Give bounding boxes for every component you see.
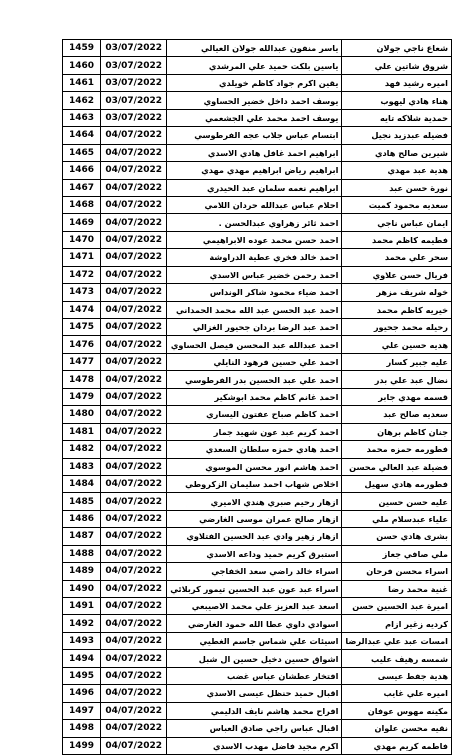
mother-name-cell: سعديه صالح عبد bbox=[342, 406, 452, 423]
mother-name-cell: عليه حسن حسين bbox=[342, 493, 452, 510]
table-row bbox=[63, 720, 452, 737]
date-cell: 04/07/2022 bbox=[101, 458, 167, 475]
full-name-cell: احمد عبدالله عبد المحسن فيصل الحساوي bbox=[167, 336, 342, 353]
row-number-cell: 1488 bbox=[63, 545, 101, 562]
table-row bbox=[63, 284, 452, 301]
row-number-cell: 1462 bbox=[63, 92, 101, 109]
date-cell: 04/07/2022 bbox=[101, 737, 167, 754]
table-row bbox=[63, 109, 452, 126]
full-name-cell: احمد كاظم صباح عفتون اليساري bbox=[167, 406, 342, 423]
row-number-cell: 1470 bbox=[63, 231, 101, 248]
mother-name-cell: كرديه زغير ازام bbox=[342, 615, 452, 632]
mother-name-cell: هدية جفط عيسى bbox=[342, 667, 452, 684]
date-cell: 04/07/2022 bbox=[101, 353, 167, 370]
row-number-cell: 1477 bbox=[63, 353, 101, 370]
records-table-body bbox=[63, 40, 452, 755]
date-cell: 04/07/2022 bbox=[101, 510, 167, 527]
mother-name-cell: فاطمه كريم مهدي bbox=[342, 737, 452, 754]
row-number-cell: 1489 bbox=[63, 563, 101, 580]
full-name-cell: احمد رحمن خضير عباس الاسدي bbox=[167, 266, 342, 283]
mother-name-cell: نقيه محسن علوان bbox=[342, 720, 452, 737]
table-row bbox=[63, 667, 452, 684]
full-name-cell: افراح محمد هاشم نايف الدليمي bbox=[167, 702, 342, 719]
mother-name-cell: هناء هادي ليهوب bbox=[342, 92, 452, 109]
date-cell: 04/07/2022 bbox=[101, 249, 167, 266]
full-name-cell: ازهار رحيم صبري هندي الاميري bbox=[167, 493, 342, 510]
date-cell: 04/07/2022 bbox=[101, 284, 167, 301]
table-row bbox=[63, 545, 452, 562]
table-row bbox=[63, 336, 452, 353]
mother-name-cell: خوله شريف مزهر bbox=[342, 284, 452, 301]
full-name-cell: يقين اكرم جواد كاظم خويلدي bbox=[167, 74, 342, 91]
table-row bbox=[63, 214, 452, 231]
date-cell: 03/07/2022 bbox=[101, 57, 167, 74]
mother-name-cell: مكينه مهوس عوفان bbox=[342, 702, 452, 719]
mother-name-cell: هديه حسين علي bbox=[342, 336, 452, 353]
full-name-cell: ازهار زهير وادي عبد الحسين الفتلاوي bbox=[167, 528, 342, 545]
table-row bbox=[63, 371, 452, 388]
mother-name-cell: جنان كاظم برهان bbox=[342, 423, 452, 440]
table-row bbox=[63, 615, 452, 632]
full-name-cell: ازهار صالح عمران موسى الغارضي bbox=[167, 510, 342, 527]
row-number-cell: 1487 bbox=[63, 528, 101, 545]
table-row bbox=[63, 475, 452, 492]
date-cell: 04/07/2022 bbox=[101, 336, 167, 353]
mother-name-cell: غنية محمد رضا bbox=[342, 580, 452, 597]
mother-name-cell: فضيلة عبد العالي محسن bbox=[342, 458, 452, 475]
table-row bbox=[63, 650, 452, 667]
table-row bbox=[63, 179, 452, 196]
row-number-cell: 1467 bbox=[63, 179, 101, 196]
full-name-cell: ياسر منفون عبدالله جولان العيالي bbox=[167, 40, 342, 57]
table-row bbox=[63, 127, 452, 144]
row-number-cell: 1479 bbox=[63, 388, 101, 405]
date-cell: 04/07/2022 bbox=[101, 667, 167, 684]
row-number-cell: 1471 bbox=[63, 249, 101, 266]
date-cell: 03/07/2022 bbox=[101, 74, 167, 91]
mother-name-cell: رحيله محمد جحيور bbox=[342, 319, 452, 336]
date-cell: 04/07/2022 bbox=[101, 720, 167, 737]
table-row bbox=[63, 196, 452, 213]
mother-name-cell: خيريه كاظم محمد bbox=[342, 301, 452, 318]
date-cell: 04/07/2022 bbox=[101, 406, 167, 423]
row-number-cell: 1478 bbox=[63, 371, 101, 388]
table-row bbox=[63, 388, 452, 405]
date-cell: 04/07/2022 bbox=[101, 371, 167, 388]
mother-name-cell: شعاع ناجي جولان bbox=[342, 40, 452, 57]
full-name-cell: اسراء عبد عون عبد الحسين تيمور كربلائي bbox=[167, 580, 342, 597]
mother-name-cell: حمدية شلاكه تايه bbox=[342, 109, 452, 126]
date-cell: 03/07/2022 bbox=[101, 40, 167, 57]
date-cell: 04/07/2022 bbox=[101, 179, 167, 196]
date-cell: 04/07/2022 bbox=[101, 545, 167, 562]
row-number-cell: 1486 bbox=[63, 510, 101, 527]
full-name-cell: اكرم مجيد فاضل مهدب الاسدي bbox=[167, 737, 342, 754]
mother-name-cell: اميره علي غايب bbox=[342, 685, 452, 702]
full-name-cell: استبرق كريم حميد وداعه الاسدي bbox=[167, 545, 342, 562]
date-cell: 04/07/2022 bbox=[101, 266, 167, 283]
table-row bbox=[63, 685, 452, 702]
row-number-cell: 1484 bbox=[63, 475, 101, 492]
row-number-cell: 1498 bbox=[63, 720, 101, 737]
full-name-cell: اسيئات علي شماس جاسم الغطيي bbox=[167, 632, 342, 649]
row-number-cell: 1472 bbox=[63, 266, 101, 283]
row-number-cell: 1473 bbox=[63, 284, 101, 301]
full-name-cell: احمد كريم عبد عون شهيد جمار bbox=[167, 423, 342, 440]
full-name-cell: افتخار عطشان عباس غضب bbox=[167, 667, 342, 684]
mother-name-cell: قسمه مهدي جابر bbox=[342, 388, 452, 405]
full-name-cell: احمد خالد فخري عطية الدراوشة bbox=[167, 249, 342, 266]
mother-name-cell: هدية عبد مهدي bbox=[342, 162, 452, 179]
date-cell: 03/07/2022 bbox=[101, 92, 167, 109]
row-number-cell: 1485 bbox=[63, 493, 101, 510]
full-name-cell: ابتسام عباس جلاب عجه الفرطوسي bbox=[167, 127, 342, 144]
table-row bbox=[63, 580, 452, 597]
date-cell: 04/07/2022 bbox=[101, 493, 167, 510]
mother-name-cell: علياء عبدسلام ملي bbox=[342, 510, 452, 527]
mother-name-cell: فريال حسن علاوي bbox=[342, 266, 452, 283]
mother-name-cell: فطيمه كاظم محمد bbox=[342, 231, 452, 248]
table-row bbox=[63, 493, 452, 510]
table-row bbox=[63, 162, 452, 179]
row-number-cell: 1499 bbox=[63, 737, 101, 754]
full-name-cell: ياسين بلكت حميد علي المرشدي bbox=[167, 57, 342, 74]
date-cell: 04/07/2022 bbox=[101, 214, 167, 231]
mother-name-cell: شيرين صالح هادي bbox=[342, 144, 452, 161]
mother-name-cell: سحر علي محمد bbox=[342, 249, 452, 266]
table-row bbox=[63, 632, 452, 649]
full-name-cell: احمد عبد الرضا بردان جحيور الغزالي bbox=[167, 319, 342, 336]
table-row bbox=[63, 319, 452, 336]
table-row bbox=[63, 353, 452, 370]
date-cell: 04/07/2022 bbox=[101, 441, 167, 458]
row-number-cell: 1494 bbox=[63, 650, 101, 667]
mother-name-cell: اميرة عبد الحسين حسن bbox=[342, 598, 452, 615]
mother-name-cell: فطورمه حمزه محمد bbox=[342, 441, 452, 458]
full-name-cell: احلام عباس عبدالله حردان اللامي bbox=[167, 196, 342, 213]
mother-name-cell: فطورمه هادي سهيل bbox=[342, 475, 452, 492]
full-name-cell: احمد علي عبد الحسين بدر الفرطوسي bbox=[167, 371, 342, 388]
full-name-cell: اسراء خالد راضي سعد الخفاجي bbox=[167, 563, 342, 580]
full-name-cell: احمد هادي حمزه سلطان السعدي bbox=[167, 441, 342, 458]
row-number-cell: 1481 bbox=[63, 423, 101, 440]
date-cell: 03/07/2022 bbox=[101, 109, 167, 126]
date-cell: 04/07/2022 bbox=[101, 615, 167, 632]
date-cell: 04/07/2022 bbox=[101, 685, 167, 702]
table-row bbox=[63, 406, 452, 423]
full-name-cell: اقبال عباس راجي صادق العباس bbox=[167, 720, 342, 737]
mother-name-cell: اسراء محسن فرحان bbox=[342, 563, 452, 580]
full-name-cell: احمد غانم كاظم محمد ابوشكير bbox=[167, 388, 342, 405]
table-row bbox=[63, 458, 452, 475]
mother-name-cell: بشرى هادي حسن bbox=[342, 528, 452, 545]
row-number-cell: 1497 bbox=[63, 702, 101, 719]
full-name-cell: اسعد عبد العزيز علي محمد الاصيبعي bbox=[167, 598, 342, 615]
full-name-cell: اشواق حسين دخيل حسين ال شبل bbox=[167, 650, 342, 667]
row-number-cell: 1461 bbox=[63, 74, 101, 91]
date-cell: 04/07/2022 bbox=[101, 423, 167, 440]
row-number-cell: 1493 bbox=[63, 632, 101, 649]
row-number-cell: 1492 bbox=[63, 615, 101, 632]
table-row bbox=[63, 702, 452, 719]
date-cell: 04/07/2022 bbox=[101, 598, 167, 615]
date-cell: 04/07/2022 bbox=[101, 475, 167, 492]
full-name-cell: يوسف احمد داخل خضير الحساوي bbox=[167, 92, 342, 109]
full-name-cell: احمد حسن محمد عوده الابراهيمي bbox=[167, 231, 342, 248]
table-row bbox=[63, 423, 452, 440]
full-name-cell: ابراهيم احمد غافل هادي الاسدي bbox=[167, 144, 342, 161]
full-name-cell: ابراهيم رياض ابراهيم مهدي مهدي bbox=[167, 162, 342, 179]
table-row bbox=[63, 266, 452, 283]
full-name-cell: احمد عبد الحسن عبد الله محمد الحمداني bbox=[167, 301, 342, 318]
row-number-cell: 1491 bbox=[63, 598, 101, 615]
table-row bbox=[63, 528, 452, 545]
table-row bbox=[63, 144, 452, 161]
table-row bbox=[63, 249, 452, 266]
mother-name-cell: شمسه رهيف عليب bbox=[342, 650, 452, 667]
date-cell: 04/07/2022 bbox=[101, 127, 167, 144]
full-name-cell: اخلاص شهاب احمد سليمان الزكروطي bbox=[167, 475, 342, 492]
date-cell: 04/07/2022 bbox=[101, 702, 167, 719]
row-number-cell: 1466 bbox=[63, 162, 101, 179]
date-cell: 04/07/2022 bbox=[101, 301, 167, 318]
mother-name-cell: سعديه محمود كميت bbox=[342, 196, 452, 213]
date-cell: 04/07/2022 bbox=[101, 196, 167, 213]
mother-name-cell: شروق شاتين علي bbox=[342, 57, 452, 74]
date-cell: 04/07/2022 bbox=[101, 162, 167, 179]
row-number-cell: 1495 bbox=[63, 667, 101, 684]
row-number-cell: 1459 bbox=[63, 40, 101, 57]
mother-name-cell: اميره رشيد فهد bbox=[342, 74, 452, 91]
full-name-cell: احمد ضياء محمود شاكر الونداس bbox=[167, 284, 342, 301]
row-number-cell: 1475 bbox=[63, 319, 101, 336]
date-cell: 04/07/2022 bbox=[101, 388, 167, 405]
table-row bbox=[63, 441, 452, 458]
table-row bbox=[63, 510, 452, 527]
table-row bbox=[63, 598, 452, 615]
date-cell: 04/07/2022 bbox=[101, 580, 167, 597]
full-name-cell: اسوادي داوي عطا الله حمود الغارضي bbox=[167, 615, 342, 632]
mother-name-cell: عليه جبير كسار bbox=[342, 353, 452, 370]
row-number-cell: 1490 bbox=[63, 580, 101, 597]
full-name-cell: ابراهيم نعمه سلمان عبد الحيدري bbox=[167, 179, 342, 196]
full-name-cell: اقبال حميد حنظل عيسى الاسدي bbox=[167, 685, 342, 702]
date-cell: 04/07/2022 bbox=[101, 319, 167, 336]
records-table bbox=[62, 39, 452, 755]
table-row bbox=[63, 40, 452, 57]
date-cell: 04/07/2022 bbox=[101, 632, 167, 649]
mother-name-cell: نضال عبد علي بدر bbox=[342, 371, 452, 388]
table-row bbox=[63, 231, 452, 248]
full-name-cell: احمد ثائر زهراوي عبدالحسن . bbox=[167, 214, 342, 231]
row-number-cell: 1468 bbox=[63, 196, 101, 213]
date-cell: 04/07/2022 bbox=[101, 563, 167, 580]
full-name-cell: يوسف احمد محمد علي الجشعمي bbox=[167, 109, 342, 126]
row-number-cell: 1480 bbox=[63, 406, 101, 423]
row-number-cell: 1460 bbox=[63, 57, 101, 74]
row-number-cell: 1483 bbox=[63, 458, 101, 475]
mother-name-cell: امسات عبد علي عبدالرضا bbox=[342, 632, 452, 649]
table-row bbox=[63, 737, 452, 754]
full-name-cell: احمد علي حسين فرهود النايلي bbox=[167, 353, 342, 370]
row-number-cell: 1469 bbox=[63, 214, 101, 231]
full-name-cell: احمد هاشم انور محسن الموسوي bbox=[167, 458, 342, 475]
table-row bbox=[63, 92, 452, 109]
mother-name-cell: ملي صافي جعاز bbox=[342, 545, 452, 562]
table-row bbox=[63, 74, 452, 91]
table-row bbox=[63, 301, 452, 318]
table-row bbox=[63, 563, 452, 580]
row-number-cell: 1474 bbox=[63, 301, 101, 318]
mother-name-cell: فضيله عبدزيد نجيل bbox=[342, 127, 452, 144]
date-cell: 04/07/2022 bbox=[101, 144, 167, 161]
mother-name-cell: ايمان عباس ناجي bbox=[342, 214, 452, 231]
row-number-cell: 1476 bbox=[63, 336, 101, 353]
row-number-cell: 1496 bbox=[63, 685, 101, 702]
date-cell: 04/07/2022 bbox=[101, 650, 167, 667]
table-row bbox=[63, 57, 452, 74]
row-number-cell: 1463 bbox=[63, 109, 101, 126]
row-number-cell: 1464 bbox=[63, 127, 101, 144]
date-cell: 04/07/2022 bbox=[101, 231, 167, 248]
row-number-cell: 1482 bbox=[63, 441, 101, 458]
mother-name-cell: نورة حسن عبد bbox=[342, 179, 452, 196]
date-cell: 04/07/2022 bbox=[101, 528, 167, 545]
row-number-cell: 1465 bbox=[63, 144, 101, 161]
